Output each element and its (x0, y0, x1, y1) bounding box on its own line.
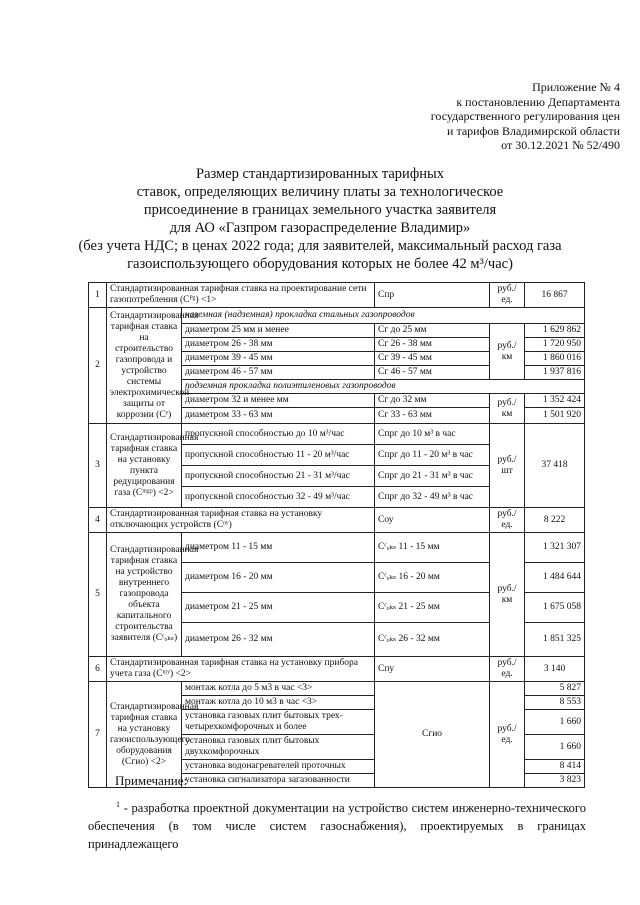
item-description: пропускной способностью до 10 м³/час (182, 424, 375, 445)
table-row (89, 657, 585, 682)
item-description: установка газовых плит бытовых двухкомфорочных (182, 735, 375, 760)
item-description: диаметром 16 - 20 мм (182, 563, 375, 593)
item-description: диаметром 25 мм и менее (182, 324, 375, 338)
rate-unit: руб./ км (490, 533, 525, 657)
table-row (89, 424, 585, 445)
item-value: 5 827 (525, 682, 585, 696)
item-code: Сг 39 - 45 мм (375, 352, 490, 366)
item-description: диаметром 11 - 15 мм (182, 533, 375, 563)
subsection-heading: подземная прокладка полиэтиленовых газопроводов (182, 380, 585, 394)
item-code: Спрг до 11 - 20 м³ в час (375, 445, 490, 466)
rate-value: 37 418 (525, 424, 585, 508)
item-description: установка газовых плит бытовых трех-четырехкомфорочных и более (182, 710, 375, 735)
note-text: - разработка проектной документации на устройство систем инженерно-технического обеспечения (в том числе систем газоснабжения), проектируемых в границах принадлежащего (88, 801, 586, 852)
table-row (89, 682, 585, 696)
row-number: 4 (89, 508, 107, 533)
item-code: Сᶜₒₖₛ 21 - 25 мм (375, 593, 490, 623)
item-code: Спрг до 10 м³ в час (375, 424, 490, 445)
item-description: диаметром 21 - 25 мм (182, 593, 375, 623)
item-description: диаметром 26 - 38 мм (182, 338, 375, 352)
rate-name: Стандартизированная тарифная ставка на установку газоиспользующего оборудования (Сгио) <2> (107, 682, 182, 788)
item-value: 1 352 424 (525, 394, 585, 408)
item-value: 8 414 (525, 760, 585, 774)
item-description: диаметром 32 и менее мм (182, 394, 375, 408)
table-row (89, 508, 585, 533)
item-code: Сг 33 - 63 мм (375, 408, 490, 424)
tariff-table (88, 282, 585, 788)
rate-unit: руб./ ед. (490, 657, 525, 682)
rate-unit: руб./ ед. (490, 508, 525, 533)
item-value: 1 675 058 (525, 593, 585, 623)
title-line: газоиспользующего оборудования которых не более 42 м³/час) (127, 256, 513, 272)
item-description: диаметром 26 - 32 мм (182, 623, 375, 657)
item-value: 1 937 816 (525, 366, 585, 380)
table-row (89, 533, 585, 563)
title-line: ставок, определяющих величину платы за технологическое (136, 184, 504, 200)
item-value: 8 553 (525, 696, 585, 710)
document-title (0, 165, 640, 273)
rate-code: Спу (375, 657, 490, 682)
row-number: 1 (89, 283, 107, 308)
rate-unit: руб./ ед. (490, 682, 525, 788)
rate-value: 3 140 (525, 657, 585, 682)
item-description: диаметром 39 - 45 мм (182, 352, 375, 366)
note-text-block (88, 796, 586, 853)
item-code: Сг до 25 мм (375, 324, 490, 338)
rate-unit: руб./ шт (490, 424, 525, 508)
appendix-line: и тарифов Владимирской области (447, 123, 620, 138)
rate-code: Соу (375, 508, 490, 533)
rate-name: Стандартизированная тарифная ставка на установку отключающих устройств (Сᵒʸ) (107, 508, 375, 533)
item-description: пропускной способностью 32 - 49 м³/час (182, 487, 375, 508)
title-line: Размер стандартизированных тарифных (196, 166, 444, 182)
item-code: Сᶜₒₖₛ 16 - 20 мм (375, 563, 490, 593)
item-description: установка сигнализатора загазованности (182, 774, 375, 788)
subsection-heading: наземная (надземная) прокладка стальных газопроводов (182, 308, 585, 324)
rate-name: Стандартизированная тарифная ставка на устройство внутреннего газопровода объекта капитального строительства заявителя (Сᶜₒₖₛ) (107, 533, 182, 657)
table-row (89, 283, 585, 308)
appendix-line: к постановлению Департамента (456, 94, 620, 109)
rate-unit: руб./ км (490, 394, 525, 424)
item-value: 1 321 307 (525, 533, 585, 563)
item-code: Сг 46 - 57 мм (375, 366, 490, 380)
rate-code: Спр (375, 283, 490, 308)
item-value: 1 720 950 (525, 338, 585, 352)
rate-code: Сгио (375, 682, 490, 788)
appendix-header (388, 80, 620, 153)
item-value: 1 629 862 (525, 324, 585, 338)
item-description: диаметром 46 - 57 мм (182, 366, 375, 380)
footnote-mark: 1 (116, 800, 120, 809)
appendix-line: Приложение № 4 (532, 80, 620, 94)
item-description: пропускной способностью 11 - 20 м³/час (182, 445, 375, 466)
rate-name: Стандартизированная тарифная ставка на строительство газопровода и устройство системы электрохимической защиты от коррозии (Сᵉ) (107, 308, 182, 424)
row-number: 6 (89, 657, 107, 682)
item-code: Спрг до 32 - 49 м³ в час (375, 487, 490, 508)
item-code: Сᶜₒₖₛ 11 - 15 мм (375, 533, 490, 563)
note-heading: Примечание: (115, 773, 188, 788)
rate-value: 16 867 (525, 283, 585, 308)
item-description: диаметром 33 - 63 мм (182, 408, 375, 424)
rate-unit: руб./ ед. (490, 283, 525, 308)
rate-name: Стандартизированная тарифная ставка на установку прибора учета газа (Сᵐʸ) <2> (107, 657, 375, 682)
item-value: 1 660 (525, 710, 585, 735)
item-code: Сг до 32 мм (375, 394, 490, 408)
rate-value: 8 222 (525, 508, 585, 533)
row-number: 5 (89, 533, 107, 657)
row-number: 3 (89, 424, 107, 508)
rate-unit: руб./ км (490, 324, 525, 380)
title-line: для АО «Газпром газораспределение Владимир» (169, 220, 471, 236)
item-value: 1 501 920 (525, 408, 585, 424)
item-code: Спрг до 21 - 31 м³ в час (375, 466, 490, 487)
item-code: Сᶜₒₖₛ 26 - 32 мм (375, 623, 490, 657)
item-description: монтаж котла до 10 м3 в час <3> (182, 696, 375, 710)
item-value: 1 860 016 (525, 352, 585, 366)
rate-name: Стандартизированная тарифная ставка на проектирование сети газопотребления (Сᴾᵍ) <1> (107, 283, 375, 308)
item-value: 1 660 (525, 735, 585, 760)
appendix-line: от 30.12.2021 № 52/490 (501, 138, 620, 152)
item-description: монтаж котла до 5 м3 в час <3> (182, 682, 375, 696)
item-description: пропускной способностью 21 - 31 м³/час (182, 466, 375, 487)
item-value: 3 823 (525, 774, 585, 788)
row-number: 7 (89, 682, 107, 788)
rate-name: Стандартизированная тарифная ставка на установку пункта редуцирования газа (Сᵐᵍᵖ) <2> (107, 424, 182, 508)
item-description: установка водонагревателей проточных (182, 760, 375, 774)
item-value: 1 851 325 (525, 623, 585, 657)
title-line: (без учета НДС; в ценах 2022 года; для заявителей, максимальный расход газа (78, 238, 562, 254)
item-value: 1 484 644 (525, 563, 585, 593)
item-code: Сг 26 - 38 мм (375, 338, 490, 352)
title-line: присоединение в границах земельного участка заявителя (143, 202, 497, 218)
appendix-line: государственного регулирования цен (430, 109, 620, 123)
table-row (89, 308, 585, 324)
row-number: 2 (89, 308, 107, 424)
